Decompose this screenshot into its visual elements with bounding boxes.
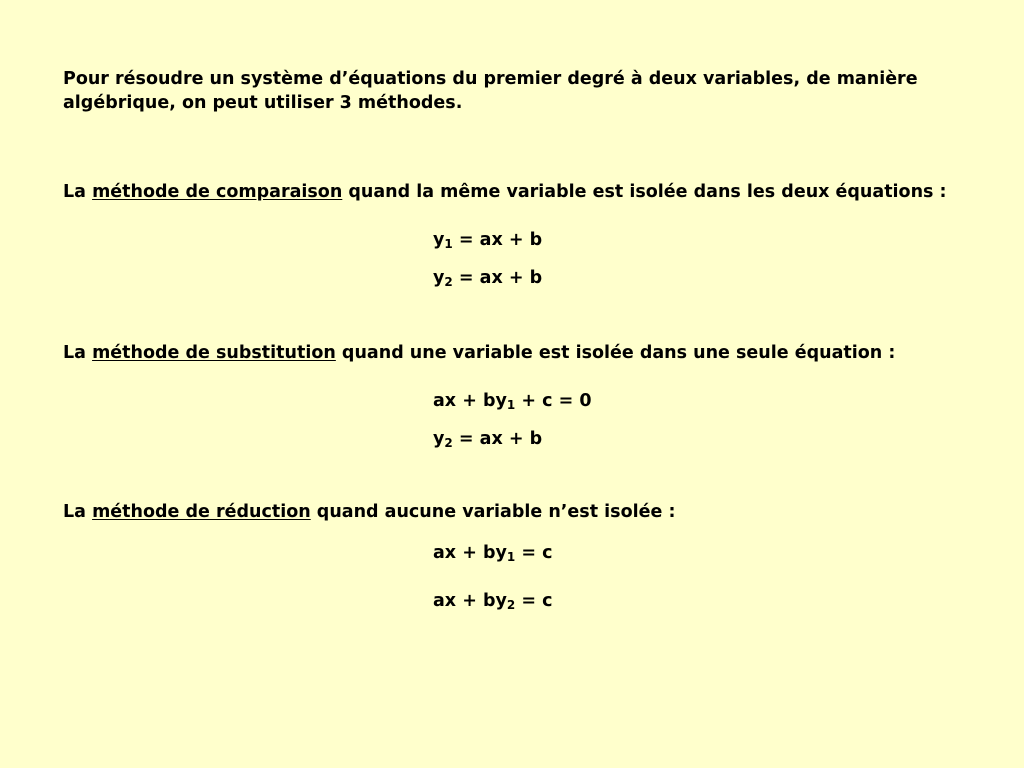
comparison-prefix: La — [63, 182, 93, 202]
equation-subscript: 2 — [444, 275, 453, 289]
reduction-method-name: méthode de réduction — [92, 502, 311, 522]
equation-lhs: ax + by — [433, 543, 507, 563]
reduction-prefix: La — [63, 502, 93, 522]
equation-subscript: 1 — [506, 398, 516, 412]
equation-subscript: 2 — [444, 436, 453, 450]
substitution-equation-2 — [433, 428, 542, 450]
substitution-prefix: La — [63, 343, 93, 363]
substitution-equation-1 — [433, 390, 592, 412]
equation-lhs: ax + by — [433, 591, 507, 611]
equation-lhs: y — [433, 230, 445, 250]
comparison-suffix: quand la même variable est isolée dans les deux équations : — [342, 182, 947, 202]
equation-lhs: y — [433, 429, 445, 449]
equation-lhs: y — [433, 268, 445, 288]
equation-subscript: 2 — [506, 598, 516, 612]
reduction-equation-2 — [433, 590, 552, 612]
equation-rhs: + c = 0 — [515, 391, 592, 411]
equation-rhs: = ax + b — [452, 230, 543, 250]
comparison-equation-1 — [433, 229, 542, 251]
comparison-equation-2 — [433, 267, 542, 289]
equation-subscript: 1 — [506, 550, 516, 564]
equation-lhs: ax + by — [433, 391, 507, 411]
intro-text: Pour résoudre un système d’équations du premier degré à deux variables, de manière algébrique, on peut utiliser 3 méthodes. — [63, 69, 918, 113]
substitution-paragraph — [63, 341, 1003, 365]
reduction-equation-1 — [433, 542, 552, 564]
substitution-suffix: quand une variable est isolée dans une seule équation : — [335, 343, 896, 363]
equation-rhs: = c — [515, 591, 553, 611]
intro-paragraph — [63, 67, 1003, 115]
reduction-paragraph — [63, 500, 1003, 524]
equation-rhs: = ax + b — [452, 429, 543, 449]
substitution-method-name: méthode de substitution — [92, 343, 336, 363]
equation-rhs: = ax + b — [452, 268, 543, 288]
equation-subscript: 1 — [444, 237, 453, 251]
equation-rhs: = c — [515, 543, 553, 563]
comparison-method-name: méthode de comparaison — [92, 182, 343, 202]
reduction-suffix: quand aucune variable n’est isolée : — [310, 502, 676, 522]
comparison-paragraph — [63, 180, 1003, 204]
